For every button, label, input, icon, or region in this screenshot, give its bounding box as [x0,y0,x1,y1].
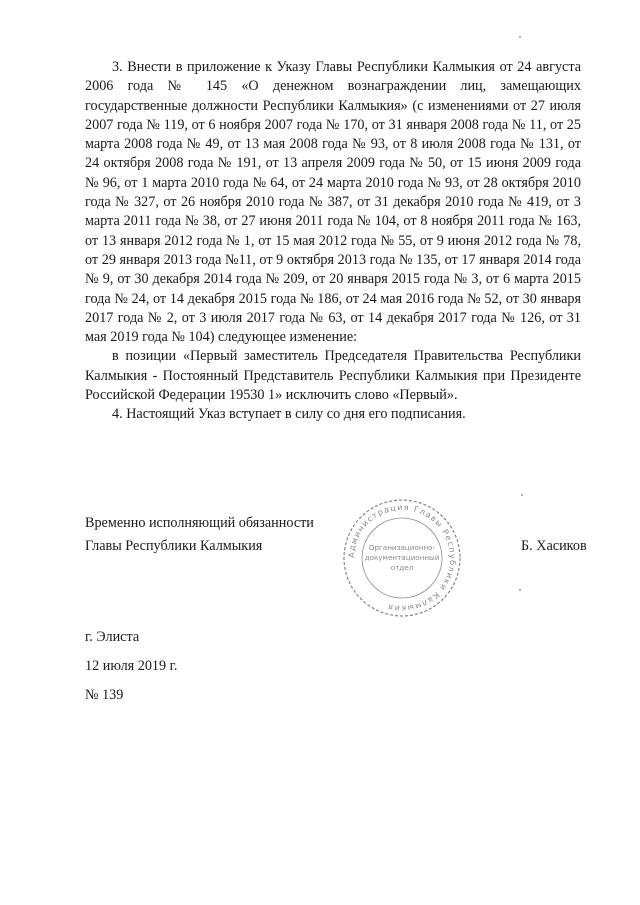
stamp-center-line-3: отдел [390,563,414,572]
place-of-signing: г. Элиста [85,629,140,645]
stamp-center-line-1: Организационно- [368,543,436,552]
signatory-title-line-2: Главы Республики Калмыкия [85,538,263,554]
stamp-ring-text: Администрация Главы Республики Калмыкия [346,502,458,614]
decree-body [85,58,581,425]
signatory-name: Б. Хасиков [521,538,587,554]
scan-speck [521,494,523,496]
decree-date: 12 июля 2019 г. [85,658,178,674]
official-stamp [340,496,464,620]
scan-speck [519,36,521,38]
decree-footer [85,626,177,713]
signatory-title-line-1: Временно исполняющий обязанности [85,515,314,531]
signatory-title [85,512,345,558]
stamp-center-line-2: документационный [364,553,440,562]
scan-speck [519,589,521,591]
paragraph-amendment: в позиции «Первый заместитель Председателя Правительства Республики Калмыкия - Постоянный Представитель Республики Калмыкия при Президенте Российской Федерации 19530 1» исключить слово «Первый». [85,348,581,404]
paragraph-4: 4. Настоящий Указ вступает в силу со дня его подписания. [112,406,466,423]
paragraph-3: 3. Внести в приложение к Указу Главы Республики Калмыкия от 24 августа 2006 года № 145 «О денежном вознаграждении лиц, замещающих государственные должности Республики Калмыкия» (с изменениями от 27 июля 2007 года № 119, от 6 ноября 2007 года № 170, от 31 января 2008 года № 11, от 25 марта 2008 года № 49, от 13 мая 2008 года № 93, от 8 июля 2008 года № 131, от 24 октября 2008 года № 191, от 13 апреля 2009 года № 50, от 15 июня 2009 года № 96, от 1 марта 2010 года № 64, от 24 марта 2010 года № 93, от 28 октября 2010 года № 327, от 26 ноября 2010 года № 387, от 31 декабря 2010 года № 419, от 3 марта 2011 года № 38, от 27 июня 2011 года № 104, от 8 ноября 2011 года № 163, от 13 января 2012 года № 1, от 15 мая 2012 года № 55, от 9 июня 2012 года № 78, от 29 января 2013 года №11, от 9 октября 2013 года № 135, от 17 января 2014 года № 9, от 30 декабря 2014 года № 209, от 20 января 2015 года № 3, от 6 марта 2015 года № 24, от 14 декабря 2015 года № 186, от 24 мая 2016 года № 52, от 30 января 2017 года № 2, от 3 июля 2017 года № 63, от 14 декабря 2017 года № 126, от 31 мая 2019 года № 104) следующее изменение: [85,59,581,346]
decree-number: № 139 [85,687,124,703]
